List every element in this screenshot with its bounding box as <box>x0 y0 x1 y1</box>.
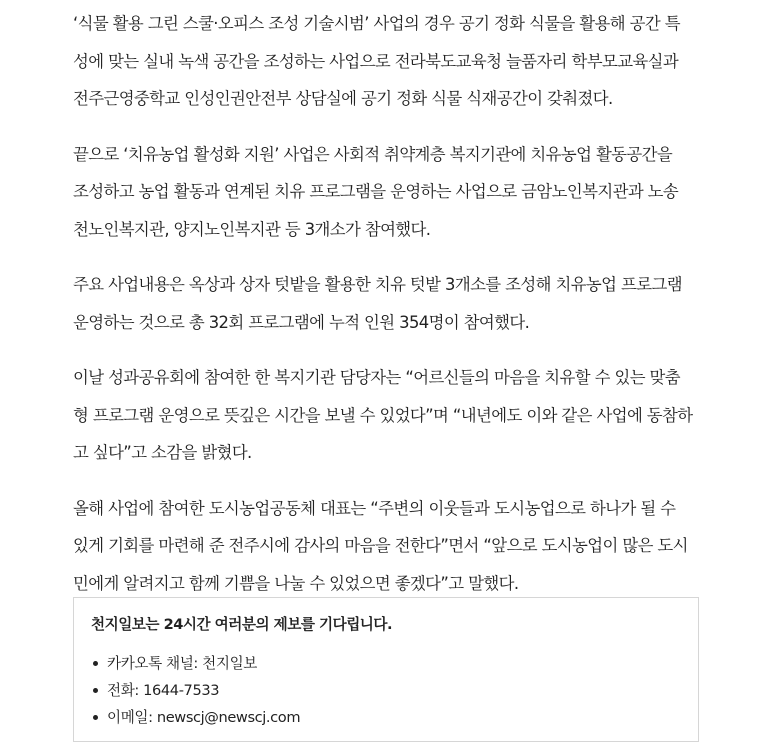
notice-item-label: 카카오톡 채널: 천지일보 <box>107 655 257 672</box>
paragraph-line: 올해 사업에 참여한 도시농업공동체 대표는 “주변의 이웃들과 도시농업으로 하나가 될 수 <box>73 498 676 518</box>
notice-title: 천지일보는 24시간 여러분의 제보를 기다립니다. <box>91 616 393 633</box>
paragraph-line: 주요 사업내용은 옥상과 상자 텃밭을 활용한 치유 텃밭 3개소를 조성해 치유농업 프로그램 <box>73 275 682 294</box>
notice-contact-list <box>91 650 681 731</box>
paragraph-line: 있게 기회를 마련해 준 전주시에 감사의 마음을 전한다”면서 “앞으로 도시농업이 많은 도시 <box>73 536 688 555</box>
paragraph-line: 이날 성과공유회에 참여한 한 복지기관 담당자는 “어르신들의 마음을 치유할 수 있는 맞춤 <box>73 368 681 387</box>
notice-item-email <box>91 704 681 731</box>
article-body <box>73 0 713 670</box>
article-paragraph <box>73 490 713 603</box>
notice-item-label: 전화: 1644-7533 <box>107 682 220 699</box>
paragraph-line: ‘식물 활용 그린 스쿨·오피스 조성 기술시범’ 사업의 경우 공기 정화 식물을 활용해 공간 특 <box>73 14 680 33</box>
paragraph-line: 천노인복지관, 양지노인복지관 등 3개소가 참여했다. <box>73 219 431 239</box>
paragraph-line: 운영하는 것으로 총 32회 프로그램에 누적 인원 354명이 참여했다. <box>73 312 530 332</box>
tip-notice-box <box>73 597 699 742</box>
article-paragraph <box>73 266 713 341</box>
bullet-icon <box>93 688 98 693</box>
paragraph-line: 조성하고 농업 활동과 연계된 치유 프로그램을 운영하는 사업으로 금암노인복지관과 노송 <box>73 182 679 201</box>
article-paragraph <box>73 5 713 118</box>
notice-item-kakao <box>91 650 681 677</box>
notice-item-label: 이메일: newscj@newscj.com <box>107 709 301 726</box>
paragraph-line: 전주근영중학교 인성인권안전부 상담실에 공기 정화 식물 식재공간이 갖춰졌다. <box>73 89 613 108</box>
paragraph-line: 형 프로그램 운영으로 뜻깊은 시간을 보낼 수 있었다”며 “내년에도 이와 같은 사업에 동참하 <box>73 405 693 425</box>
notice-item-phone <box>91 677 681 704</box>
bullet-icon <box>93 661 98 666</box>
paragraph-line: 민에게 알려지고 함께 기쁨을 나눌 수 있었으면 좋겠다”고 말했다. <box>73 573 519 593</box>
bullet-icon <box>93 715 98 720</box>
paragraph-line: 끝으로 ‘치유농업 활성화 지원’ 사업은 사회적 취약계층 복지기관에 치유농업 활동공간을 <box>73 144 673 164</box>
article-paragraph <box>73 136 713 249</box>
paragraph-line: 고 싶다”고 소감을 밝혔다. <box>73 443 252 462</box>
article-paragraph <box>73 359 713 472</box>
paragraph-line: 성에 맞는 실내 녹색 공간을 조성하는 사업으로 전라북도교육청 늘품자리 학부모교육실과 <box>73 51 679 71</box>
